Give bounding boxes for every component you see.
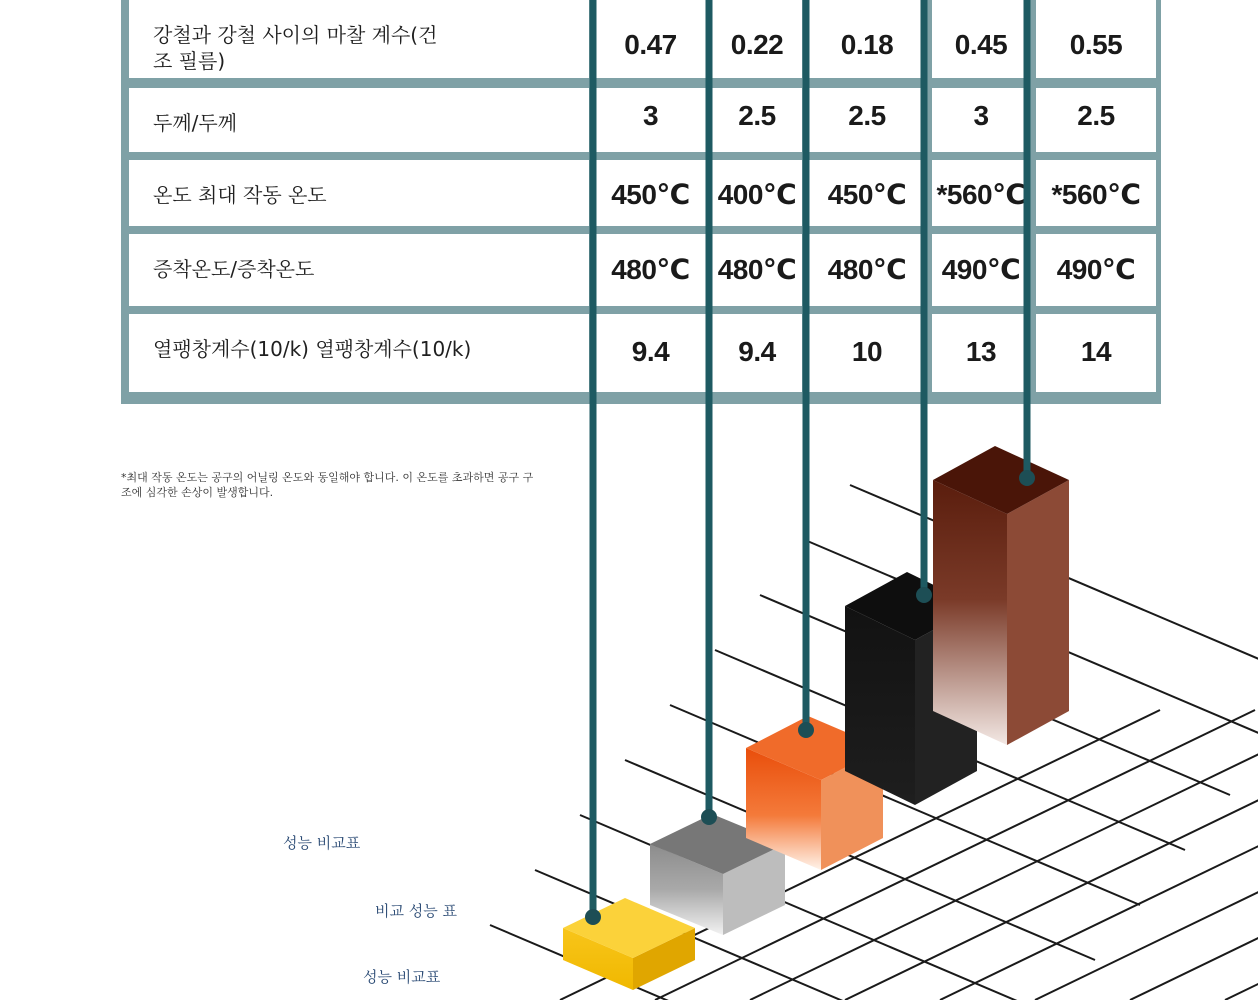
value-cell — [712, 88, 802, 152]
row-label: 강철과 강철 사이의 마찰 계수(건조 필름) — [153, 23, 438, 73]
row-label: 두께/두께 — [153, 111, 238, 135]
value-text: 3 — [642, 100, 659, 131]
value-text: 3 — [973, 100, 989, 131]
value-cell — [1036, 234, 1156, 306]
value-cell — [712, 314, 802, 392]
row-label: 열팽창계수(10/k) 열팽창계수(10/k) — [153, 337, 472, 361]
value-text: 13 — [965, 336, 997, 367]
value-text: 490℃ — [941, 254, 1021, 285]
value-text: 480℃ — [611, 254, 690, 285]
value-cell — [1036, 160, 1156, 226]
value-text: 0.45 — [954, 29, 1008, 60]
value-cell — [595, 160, 706, 226]
bar — [933, 446, 1069, 745]
row-label-cell — [129, 234, 589, 306]
side-label-2: 비교 성능 표 — [375, 902, 457, 920]
value-text: 9.4 — [738, 336, 776, 367]
value-cell — [932, 160, 1030, 226]
side-label-3: 성능 비교표 — [363, 968, 441, 986]
value-cell — [808, 160, 926, 226]
value-text: 450℃ — [827, 179, 907, 210]
value-cell — [932, 0, 1030, 78]
value-text: 14 — [1080, 336, 1112, 367]
value-cell — [595, 234, 706, 306]
value-text: *560℃ — [936, 179, 1026, 210]
value-cell — [595, 0, 706, 78]
value-text: *560℃ — [1051, 179, 1141, 210]
value-cell — [712, 160, 802, 226]
value-cell — [808, 88, 926, 152]
row-label-cell — [129, 88, 589, 152]
row-label: 온도 최대 작동 온도 — [153, 183, 327, 207]
row-label-cell — [129, 160, 589, 226]
bar-group — [563, 446, 1069, 990]
value-cell — [932, 88, 1030, 152]
value-cell — [595, 88, 706, 152]
value-text: 0.55 — [1069, 29, 1123, 60]
bar-side-face — [1007, 480, 1069, 745]
value-text: 400℃ — [717, 179, 797, 210]
value-cell — [1036, 314, 1156, 392]
row-label-cell — [129, 314, 589, 392]
value-text: 10 — [851, 336, 883, 367]
value-text: 480℃ — [827, 254, 907, 285]
value-text: 0.47 — [624, 29, 677, 60]
value-text: 480℃ — [717, 254, 797, 285]
value-cell — [932, 234, 1030, 306]
value-cell — [712, 0, 802, 78]
spec-table — [121, 0, 1161, 404]
value-cell — [712, 234, 802, 306]
value-text: 450℃ — [611, 179, 690, 210]
value-text: 0.22 — [730, 29, 784, 60]
value-text: 490℃ — [1056, 254, 1136, 285]
value-cell — [595, 314, 706, 392]
value-cell — [1036, 88, 1156, 152]
value-text: 2.5 — [738, 100, 776, 131]
grid-line — [490, 925, 960, 1000]
value-text: 0.18 — [840, 29, 894, 60]
footnote: *최대 작동 온도는 공구의 어닐링 온도와 동일해야 합니다. 이 온도를 초과하면 공구 구조에 심각한 손상이 발생합니다. — [121, 471, 534, 499]
value-text: 2.5 — [1077, 100, 1115, 131]
grid-line — [940, 710, 1258, 1000]
side-label-1: 성능 비교표 — [283, 834, 361, 852]
bar-front-face — [845, 606, 915, 805]
value-text: 2.5 — [848, 100, 886, 131]
row-label-cell — [129, 0, 589, 78]
value-cell — [808, 314, 926, 392]
value-text: 9.4 — [631, 336, 670, 367]
row-label: 증착온도/증착온도 — [153, 257, 315, 281]
value-cell — [808, 234, 926, 306]
value-cell — [1036, 0, 1156, 78]
value-cell — [808, 0, 926, 78]
bar-front-face — [933, 480, 1007, 745]
value-cell — [932, 314, 1030, 392]
